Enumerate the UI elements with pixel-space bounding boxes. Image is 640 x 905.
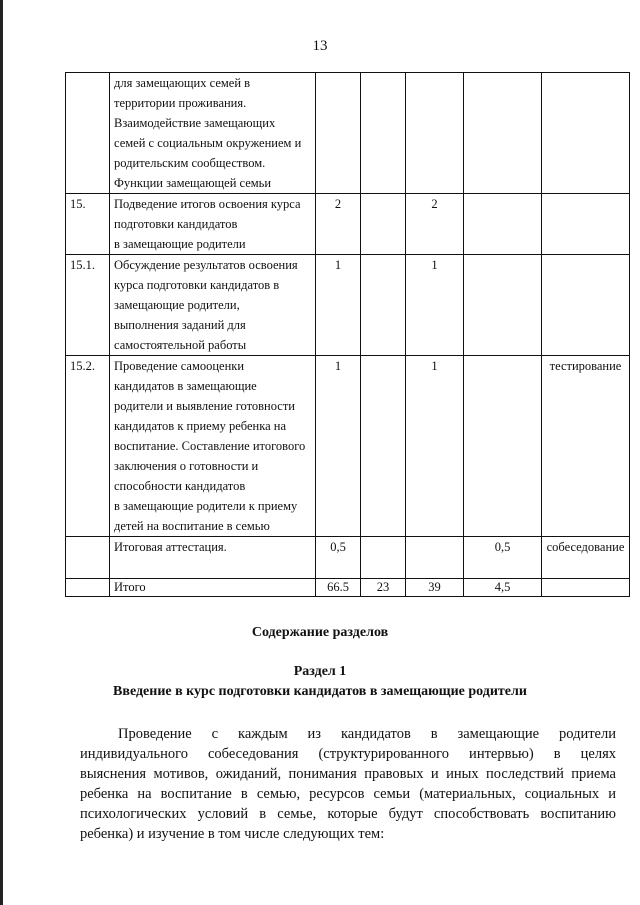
topic-line: кандидатов в замещающие <box>114 379 257 393</box>
paragraph-line: ребенка на воспитание в семью, ресурсов семьи (материальных, социальных и <box>80 786 616 802</box>
topic-line: подготовки кандидатов <box>114 217 238 231</box>
topic-line: кандидатов к приему ребенка на <box>114 419 287 433</box>
topic-line: курса подготовки кандидатов в <box>114 278 280 292</box>
paragraph-line: индивидуального собеседования (структурированного интервью) в целях <box>80 746 616 762</box>
hours-practice: 39 <box>406 579 464 597</box>
topic-line: в замещающие родители к приему <box>114 499 298 513</box>
topic-line: в замещающие родители <box>114 237 246 251</box>
topic-line: замещающие родители, <box>114 298 240 312</box>
topic-line: для замещающих семей в <box>114 76 251 90</box>
hours-total: 2 <box>316 194 361 255</box>
hours-independent <box>464 255 542 356</box>
hours-practice: 2 <box>406 194 464 255</box>
paragraph-line: психологических условий в семье, которые будут способствовать воспитанию <box>80 806 616 822</box>
hours-independent <box>464 356 542 537</box>
hours-independent: 0,5 <box>464 537 542 579</box>
paragraph-line: ребенка) и изучение в том числе следующих тем: <box>80 826 385 842</box>
topic-line: родительским сообществом. <box>114 156 266 170</box>
control-form <box>542 255 630 356</box>
topic-line: заключения о готовности и <box>114 459 259 473</box>
table-row <box>66 194 630 255</box>
row-topic <box>110 255 316 356</box>
table-row <box>66 356 630 537</box>
row-number: 15. <box>66 194 110 255</box>
section-contents-title: Содержание разделов <box>251 625 389 640</box>
row-number: 15.1. <box>66 255 110 356</box>
table-row <box>66 255 630 356</box>
table-row <box>66 537 630 579</box>
topic-line: Итого <box>114 580 146 594</box>
hours-total: 1 <box>316 255 361 356</box>
row-topic <box>110 73 316 194</box>
topic-line: Итоговая аттестация. <box>114 540 227 554</box>
topic-line: территории проживания. <box>114 96 247 110</box>
row-topic <box>110 537 316 579</box>
hours-independent <box>464 194 542 255</box>
topic-line: способности кандидатов <box>114 479 246 493</box>
hours-theory <box>361 255 406 356</box>
hours-independent <box>464 73 542 194</box>
topic-line: родители и выявление готовности <box>114 399 295 413</box>
table-row <box>66 579 630 597</box>
control-form <box>542 73 630 194</box>
hours-total: 1 <box>316 356 361 537</box>
topic-line: Взаимодействие замещающих <box>114 116 276 130</box>
paragraph-line: Проведение с каждым из кандидатов в замещающие родители <box>118 726 616 742</box>
hours-practice: 1 <box>406 356 464 537</box>
topic-line: семей с социальным окружением и <box>114 136 302 150</box>
topic-line: Функции замещающей семьи <box>114 176 272 190</box>
topic-line: Проведение самооценки <box>114 359 245 373</box>
hours-theory: 23 <box>361 579 406 597</box>
topic-line: детей на воспитание в семью <box>114 519 270 533</box>
hours-independent: 4,5 <box>464 579 542 597</box>
paragraph-line: выяснения мотивов, ожиданий, понимания правовых и иных последствий приема <box>80 766 616 782</box>
control-form: собеседование <box>542 537 630 579</box>
curriculum-table <box>65 72 630 597</box>
hours-total: 66.5 <box>316 579 361 597</box>
hours-practice <box>406 73 464 194</box>
topic-line: самостоятельной работы <box>114 338 247 352</box>
row-number <box>66 73 110 194</box>
hours-theory <box>361 537 406 579</box>
page-number: 13 <box>312 38 328 54</box>
topic-line: воспитание. Составление итогового <box>114 439 306 453</box>
table-row <box>66 73 630 194</box>
row-topic <box>110 579 316 597</box>
section-label: Раздел 1 <box>293 664 347 679</box>
section-paragraph <box>80 724 616 844</box>
hours-practice: 1 <box>406 255 464 356</box>
control-form <box>542 194 630 255</box>
section-title: Введение в курс подготовки кандидатов в замещающие родители <box>113 684 527 699</box>
topic-line: выполнения заданий для <box>114 318 246 332</box>
hours-total: 0,5 <box>316 537 361 579</box>
control-form: тестирование <box>542 356 630 537</box>
row-number <box>66 579 110 597</box>
topic-line: Подведение итогов освоения курса <box>114 197 301 211</box>
hours-total <box>316 73 361 194</box>
hours-practice <box>406 537 464 579</box>
row-number <box>66 537 110 579</box>
control-form <box>542 579 630 597</box>
row-number: 15.2. <box>66 356 110 537</box>
hours-theory <box>361 356 406 537</box>
topic-line: Обсуждение результатов освоения <box>114 258 298 272</box>
hours-theory <box>361 73 406 194</box>
page-left-edge <box>0 0 3 905</box>
row-topic <box>110 194 316 255</box>
hours-theory <box>361 194 406 255</box>
row-topic <box>110 356 316 537</box>
